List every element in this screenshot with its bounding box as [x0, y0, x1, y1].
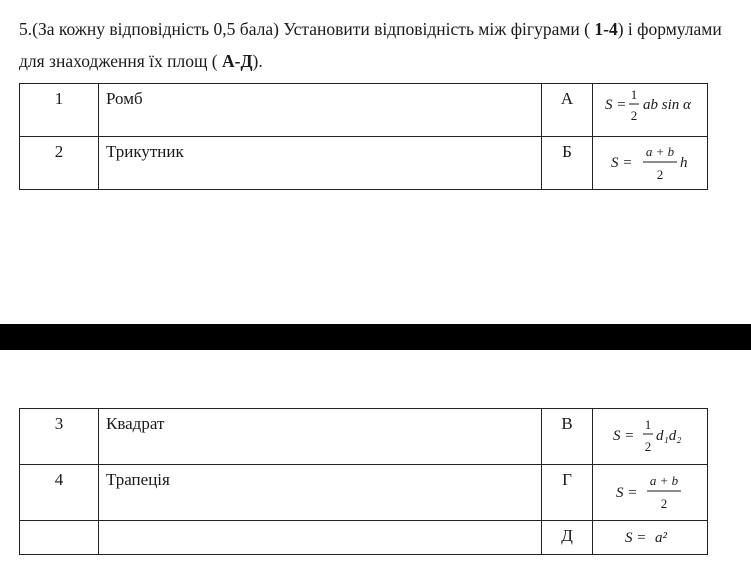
formula-lhs: S = [616, 485, 638, 501]
formula-cell [593, 465, 708, 521]
formula-lhs: S = [611, 155, 633, 171]
formula-numerator: a + b [649, 473, 679, 488]
formula-tail: a² [655, 530, 667, 546]
formula-numerator: 1 [644, 417, 652, 432]
task-middle: ) і формулами для знаходження їх площ ( [19, 19, 722, 71]
table-row [20, 409, 708, 465]
table-row [20, 84, 708, 137]
formula-denominator: 2 [656, 167, 664, 182]
formula-denominator: 2 [644, 439, 652, 454]
formula-cell [593, 521, 708, 555]
row-number: 4 [20, 465, 99, 521]
formula-lhs: S = [613, 428, 635, 444]
row-number: 3 [20, 409, 99, 465]
formula-numerator: 1 [630, 87, 638, 102]
formula-v [593, 409, 708, 464]
matching-table-bottom [19, 408, 708, 555]
task-prefix: 5.(За кожну відповідність 0,5 бала) Установити відповідність між фігурами ( [19, 19, 595, 39]
formula-cell [593, 409, 708, 465]
task-statement [19, 13, 734, 77]
formula-denominator: 2 [630, 108, 638, 123]
task-figure-range: 1-4 [594, 19, 618, 39]
table-row [20, 521, 708, 555]
table-row [20, 465, 708, 521]
formula-tail: h [680, 155, 688, 171]
figure-name: Квадрат [99, 409, 542, 465]
formula-tail: d₁d₂ [656, 428, 682, 444]
formula-letter: В [542, 409, 593, 465]
formula-d [593, 521, 708, 554]
formula-numerator: a + b [645, 144, 675, 159]
figure-name: Трикутник [99, 137, 542, 190]
task-suffix: ). [252, 51, 263, 71]
table-row [20, 137, 708, 190]
formula-lhs: S = [605, 97, 627, 113]
black-divider-bar [0, 324, 751, 350]
figure-name [99, 521, 542, 555]
formula-lhs: S = [625, 530, 647, 546]
formula-g [593, 465, 708, 520]
formula-cell [593, 84, 708, 137]
formula-letter: А [542, 84, 593, 137]
formula-b [593, 137, 708, 189]
row-number [20, 521, 99, 555]
row-number: 1 [20, 84, 99, 137]
matching-table-top [19, 83, 708, 190]
figure-name: Трапеція [99, 465, 542, 521]
formula-a [593, 84, 708, 136]
formula-denominator: 2 [660, 496, 668, 511]
task-letter-range: А-Д [222, 51, 253, 71]
figure-name: Ромб [99, 84, 542, 137]
formula-tail: ab sin α [643, 97, 691, 113]
formula-letter: Д [542, 521, 593, 555]
formula-letter: Г [542, 465, 593, 521]
row-number: 2 [20, 137, 99, 190]
formula-cell [593, 137, 708, 190]
formula-letter: Б [542, 137, 593, 190]
